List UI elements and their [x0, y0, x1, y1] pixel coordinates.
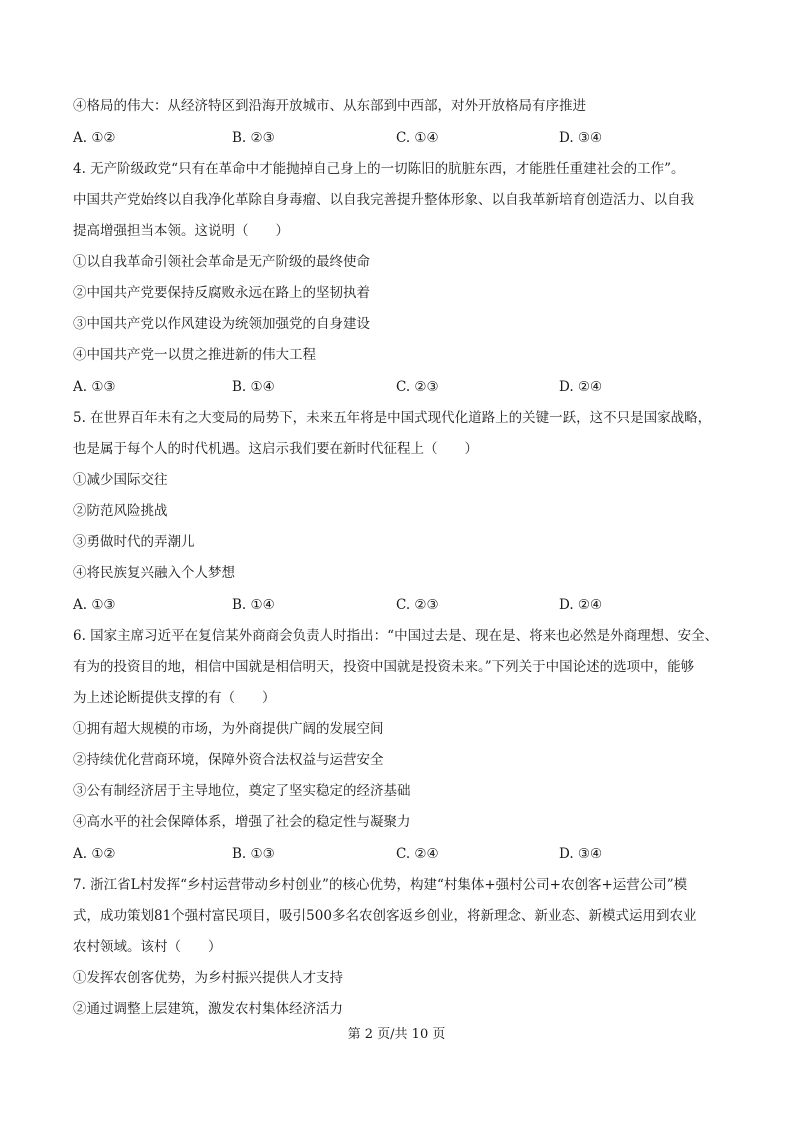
q6-statement-4: ④高水平的社会保障体系，增强了社会的稳定性与凝聚力: [73, 814, 411, 830]
q3-option-a: A. ①②: [73, 130, 116, 146]
q5-statement-3: ③勇做时代的弄潮儿: [73, 534, 195, 550]
q6-option-c: C. ②④: [396, 846, 439, 862]
q5-option-d: D. ②④: [559, 597, 603, 613]
q6-stem-line-1: 6. 国家主席习近平在复信某外商商会负责人时指出：“中国过去是、现在是、将来也必然是外商理想、安全、: [73, 628, 719, 644]
q4-statement-2: ②中国共产党要保持反腐败永远在路上的坚韧执着: [73, 285, 370, 301]
q6-statement-2: ②持续优化营商环境，保障外资合法权益与运营安全: [73, 752, 384, 768]
q5-statement-1: ①减少国际交往: [73, 472, 168, 488]
q4-option-d: D. ②④: [559, 379, 603, 395]
q5-stem-line-2: 也是属于每个人的时代机遇。这启示我们要在新时代征程上（ ）: [73, 441, 478, 457]
q5-statement-4: ④将民族复兴融入个人梦想: [73, 565, 235, 581]
q4-statement-1: ①以自我革命引领社会革命是无产阶级的最终使命: [73, 254, 370, 270]
q4-statement-3: ③中国共产党以作风建设为统领加强党的自身建设: [73, 316, 370, 332]
q7-stem-line-3: 农村领域。该村（ ）: [73, 939, 222, 955]
q3-option-b: B. ②③: [232, 130, 275, 146]
q3-option-d: D. ③④: [559, 130, 603, 146]
q5-option-b: B. ①④: [232, 597, 275, 613]
q5-option-a: A. ①③: [73, 597, 116, 613]
q6-options: [73, 844, 733, 864]
q3-statement-4: ④格局的伟大：从经济特区到沿海开放城市、从东部到中西部，对外开放格局有序推进: [73, 98, 586, 114]
q6-stem-line-3: 为上述论断提供支撑的有（ ）: [73, 690, 276, 706]
q6-statement-1: ①拥有超大规模的市场，为外商提供广阔的发展空间: [73, 721, 384, 737]
q6-option-a: A. ①②: [73, 846, 116, 862]
q5-statement-2: ②防范风险挑战: [73, 503, 168, 519]
q5-options: [73, 595, 733, 615]
q4-option-c: C. ②③: [396, 379, 439, 395]
q7-stem-line-2: 式，成功策划81个强村富民项目，吸引500多名农创客返乡创业，将新理念、新业态、新模式运用到农业: [73, 908, 697, 924]
q4-options: [73, 377, 733, 397]
q4-statement-4: ④中国共产党一以贯之推进新的伟大工程: [73, 347, 316, 363]
q7-stem-line-1: 7. 浙江省L村发挥“乡村运营带动乡村创业”的核心优势，构建“村集体+强村公司+农创客+运营公司”模: [73, 877, 688, 893]
q7-statement-2: ②通过调整上层建筑，激发农村集体经济活力: [73, 1001, 343, 1017]
q6-stem-line-2: 有为的投资目的地，相信中国就是相信明天，投资中国就是投资未来。”下列关于中国论述的选项中，能够: [73, 659, 695, 675]
page-number-footer: 第 2 页/共 10 页: [347, 1027, 446, 1042]
q3-option-c: C. ①④: [396, 130, 439, 146]
q6-option-d: D. ③④: [559, 846, 603, 862]
q6-statement-3: ③公有制经济居于主导地位，奠定了坚实稳定的经济基础: [73, 783, 411, 799]
q4-stem-line-1: 4. 无产阶级政党“只有在革命中才能抛掉自己身上的一切陈旧的肮脏东西，才能胜任重建社会的工作”。: [73, 161, 685, 177]
q5-stem-line-1: 5. 在世界百年未有之大变局的局势下，未来五年将是中国式现代化道路上的关键一跃，这不只是国家战略，: [73, 410, 712, 426]
q5-option-c: C. ②③: [396, 597, 439, 613]
q7-statement-1: ①发挥农创客优势，为乡村振兴提供人才支持: [73, 970, 343, 986]
q4-option-a: A. ①③: [73, 379, 116, 395]
q3-options: [73, 128, 733, 148]
q6-option-b: B. ①③: [232, 846, 275, 862]
q4-stem-line-3: 提高增强担当本领。这说明（ ）: [73, 223, 289, 239]
q4-stem-line-2: 中国共产党始终以自我净化革除自身毒瘤、以自我完善提升整体形象、以自我革新培育创造活力、以自我: [73, 192, 694, 208]
q4-option-b: B. ①④: [232, 379, 275, 395]
